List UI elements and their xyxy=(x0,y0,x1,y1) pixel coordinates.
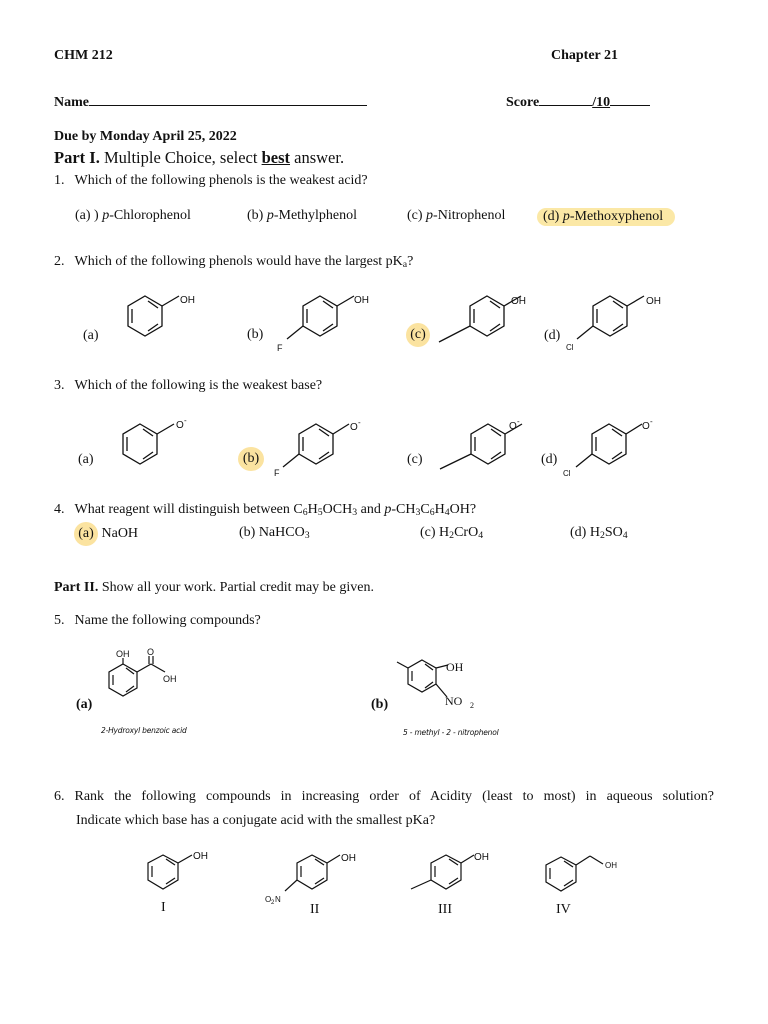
svg-text:OH: OH xyxy=(605,861,617,870)
q2c-methylphenol-structure xyxy=(435,290,545,350)
svg-text:N: N xyxy=(275,895,281,904)
q5-label-b: (b) xyxy=(371,697,389,712)
q2d-chlorophenol-structure xyxy=(563,290,673,355)
q1-text: 1. Which of the following phenols is the weakest acid? xyxy=(54,173,368,188)
svg-text:2: 2 xyxy=(470,701,474,710)
q6-label-i: I xyxy=(161,900,166,915)
q6-compound-iii-methylphenol-structure xyxy=(408,845,508,905)
svg-text:OH: OH xyxy=(180,295,195,306)
name-field[interactable] xyxy=(54,93,367,111)
q6-label-iv: IV xyxy=(556,902,571,917)
svg-text:F: F xyxy=(274,468,280,478)
score-field[interactable] xyxy=(506,93,650,111)
q2-option-b[interactable]: (b) xyxy=(247,327,264,342)
svg-text:O: O xyxy=(642,421,650,432)
svg-text:OH: OH xyxy=(446,660,464,674)
q3a-phenoxide-structure xyxy=(110,414,200,474)
q6-text-line1: 6. Rank the following compounds in increasing order of Acidity (least to most) in aqueous solution? xyxy=(54,789,714,804)
svg-text:-: - xyxy=(517,417,520,426)
q6-text-line2: Indicate which base has a conjugate acid with the smallest pKa? xyxy=(76,813,436,828)
q5b-methylnitrophenol-structure xyxy=(392,650,492,720)
q3c-methylphenoxide-structure xyxy=(435,414,545,474)
q4-text: 4. What reagent will distinguish between $C_6H_5OCH_3$ and $p-CH_3C_6H_4OH$? xyxy=(54,502,477,518)
q3b-fluorophenoxide-structure xyxy=(268,414,378,479)
q5-text: 5. Name the following compounds? xyxy=(54,613,261,628)
svg-text:OH: OH xyxy=(193,851,208,862)
svg-text:OH: OH xyxy=(163,674,177,684)
q5a-salicylic-acid-structure xyxy=(95,647,195,720)
svg-text:O: O xyxy=(176,420,184,431)
q1-option-d-selected[interactable]: (d) p-Methoxyphenol xyxy=(537,208,675,226)
q2b-fluorophenol-structure xyxy=(270,290,380,355)
q6-label-iii: III xyxy=(438,902,452,917)
svg-text:-: - xyxy=(650,417,653,426)
svg-text:Cl: Cl xyxy=(563,469,571,478)
score-total: /10 xyxy=(592,95,611,110)
q2-option-d[interactable]: (d) xyxy=(544,328,561,343)
svg-text:OH: OH xyxy=(474,852,489,863)
q3d-chlorophenoxide-structure xyxy=(560,414,670,479)
q6-compound-ii-nitrophenol-structure xyxy=(262,845,372,910)
q1-option-c[interactable]: (c) p-Nitrophenol xyxy=(407,208,506,223)
q3-option-c[interactable]: (c) xyxy=(407,452,423,467)
due-date: Due by Monday April 25, 2022 xyxy=(54,129,237,144)
svg-text:OH: OH xyxy=(511,296,526,307)
q3-option-b-selected[interactable]: (b) xyxy=(238,447,264,471)
course-code: CHM 212 xyxy=(54,48,113,63)
q3-option-a[interactable]: (a) xyxy=(78,452,94,467)
svg-text:OH: OH xyxy=(341,853,356,864)
svg-text:Cl: Cl xyxy=(566,343,574,352)
chapter-label: Chapter 21 xyxy=(551,48,619,63)
q2-option-c-selected[interactable]: (c) xyxy=(406,323,430,347)
q6-label-ii: II xyxy=(310,902,320,917)
q4-option-a-selected[interactable]: (a) NaOH xyxy=(74,522,138,546)
part2-heading: Part II. Show all your work. Partial credit may be given. xyxy=(54,580,374,595)
q5b-handwritten-answer: 5 - methyl - 2 - nitrophenol xyxy=(403,728,499,737)
svg-text:-: - xyxy=(184,416,187,425)
score-label: Score xyxy=(506,95,540,110)
svg-text:O: O xyxy=(265,895,272,904)
svg-text:OH: OH xyxy=(354,295,369,306)
q4-option-d[interactable]: (d) $H_2SO_4$ xyxy=(570,525,628,541)
svg-text:-: - xyxy=(358,418,361,427)
q6-compound-iv-benzyl-alcohol-structure xyxy=(535,845,635,905)
svg-text:O: O xyxy=(509,421,517,432)
name-line xyxy=(89,93,367,106)
svg-text:O: O xyxy=(350,422,358,433)
part1-heading: Part I. Multiple Choice, select best answer. xyxy=(54,148,345,167)
svg-text:OH: OH xyxy=(646,296,661,307)
svg-text:F: F xyxy=(277,343,283,353)
name-label: Name xyxy=(54,95,89,110)
q5-label-a: (a) xyxy=(76,697,93,712)
score-line xyxy=(539,93,592,106)
svg-text:OH: OH xyxy=(116,649,130,659)
score-line-end xyxy=(610,93,650,106)
q4-option-b[interactable]: (b) NaHCO$_3$ xyxy=(239,525,310,541)
q2-option-a[interactable]: (a) xyxy=(83,328,99,343)
svg-text:NO: NO xyxy=(445,694,463,708)
q3-option-d[interactable]: (d) xyxy=(541,452,558,467)
q2a-phenol-structure xyxy=(115,290,205,350)
svg-text:2: 2 xyxy=(271,900,275,906)
q5a-handwritten-answer: 2-Hydroxyl benzoic acid xyxy=(101,726,187,735)
q3-text: 3. Which of the following is the weakest base? xyxy=(54,378,323,393)
q6-compound-i-phenol-structure xyxy=(135,845,225,905)
q1-option-b[interactable]: (b) p-Methylphenol xyxy=(247,208,358,223)
q4-option-c[interactable]: (c) $H_2CrO_4$ xyxy=(420,525,484,541)
q1-option-a[interactable]: (a) ) p-Chlorophenol xyxy=(75,208,191,223)
q2-text: 2. Which of the following phenols would have the largest $pK_a$? xyxy=(54,254,414,270)
svg-text:O: O xyxy=(147,647,155,657)
